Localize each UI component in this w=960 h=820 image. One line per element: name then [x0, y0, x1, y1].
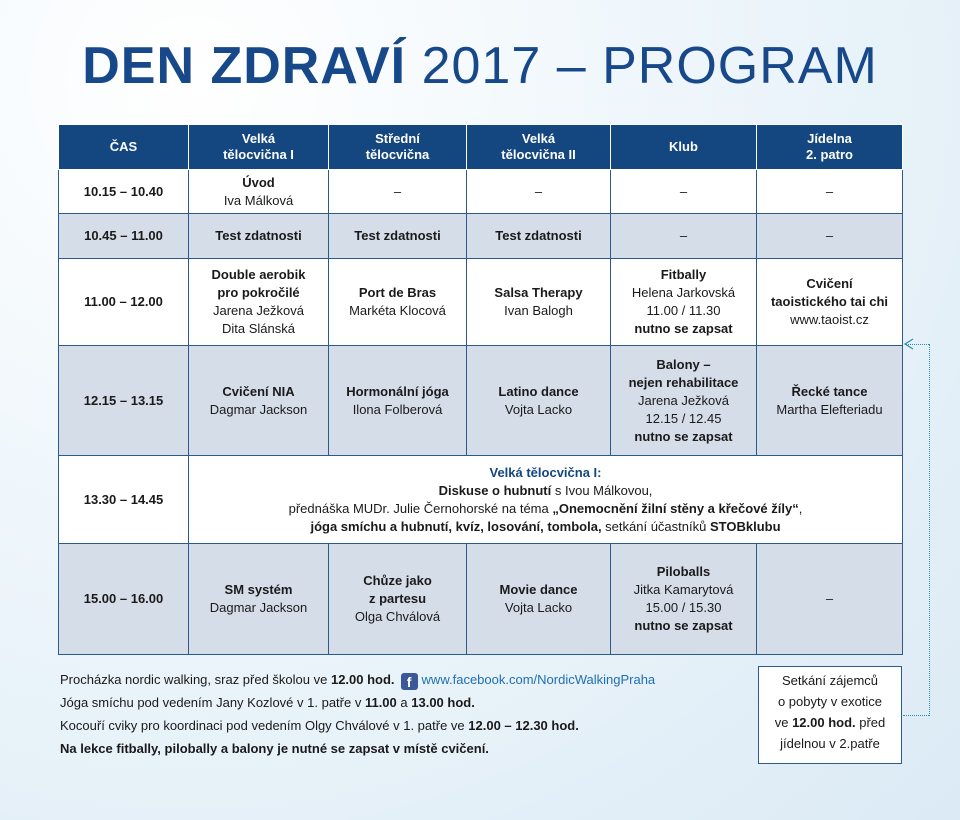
footer-line-registration: Na lekce fitbally, pilobally a balony je nutné se zapsat v místě cvičení. [60, 741, 489, 756]
session-cell: Test zdatnosti [329, 214, 467, 259]
session-cell: Movie dance Vojta Lacko [467, 544, 611, 655]
session-cell: Chůze jako z partesu Olga Chválová [329, 544, 467, 655]
taoist-url: www.taoist.cz [790, 312, 869, 327]
table-row [59, 170, 903, 214]
table-row [59, 259, 903, 346]
time-cell: 10.45 – 11.00 [59, 214, 189, 259]
footer-line-joga: Jóga smíchu pod vedením Jany Kozlové v 1. patře v 11.00 a 13.00 hod. [60, 695, 475, 710]
table-row [59, 544, 903, 655]
connector-line-vertical [929, 344, 930, 716]
empty-cell: – [329, 170, 467, 214]
empty-cell: – [467, 170, 611, 214]
title-bold: DEN ZDRAVÍ [82, 37, 407, 95]
session-cell: Piloballs Jitka Kamarytová 15.00 / 15.30 nutno se zapsat [611, 544, 757, 655]
session-cell: Latino dance Vojta Lacko [467, 346, 611, 456]
time-cell: 15.00 – 16.00 [59, 544, 189, 655]
facebook-link[interactable]: www.facebook.com/NordicWalkingPraha [421, 672, 656, 687]
time-cell: 13.30 – 14.45 [59, 456, 189, 544]
table-row [59, 346, 903, 456]
session-cell: SM systém Dagmar Jackson [189, 544, 329, 655]
session-cell: Řecké tance Martha Elefteriadu [757, 346, 903, 456]
session-cell: Double aerobik pro pokročilé Jarena Ježková Dita Slánská [189, 259, 329, 346]
empty-cell: – [757, 170, 903, 214]
session-cell: Test zdatnosti [467, 214, 611, 259]
session-cell: Fitbally Helena Jarkovská 11.00 / 11.30 nutno se zapsat [611, 259, 757, 346]
header-jidelna: Jídelna 2. patro [757, 125, 903, 170]
title-light: 2017 – PROGRAM [421, 37, 878, 95]
header-velka-telocvicna-2: Velká tělocvična II [467, 125, 611, 170]
time-cell: 12.15 – 13.15 [59, 346, 189, 456]
empty-cell: – [611, 170, 757, 214]
merged-session-cell: Velká tělocvična I: Diskuse o hubnutí s Ivou Málkovou, přednáška MUDr. Julie Černohorské na téma „Onemocnění žilní stěny a křečové žíly“, jóga smíchu a hubnutí, kvíz, losování, tombola, setkání účastníků STOBklubu [189, 456, 903, 544]
empty-cell: – [757, 214, 903, 259]
facebook-icon: f [401, 673, 418, 690]
session-cell: Úvod Iva Málková [189, 170, 329, 214]
time-cell: 10.15 – 10.40 [59, 170, 189, 214]
empty-cell: – [611, 214, 757, 259]
footer-notes [60, 668, 760, 760]
exotic-info-box: Setkání zájemců o pobyty v exotice ve 12.00 hod. před jídelnou v 2.patře [758, 666, 902, 764]
footer-line-nordic: Procházka nordic walking, sraz před školou ve 12.00 hod. f www.facebook.com/NordicWalkingPraha [60, 672, 656, 690]
session-cell: Cvičení taoistického tai chi www.taoist.cz [757, 259, 903, 346]
header-velka-telocvicna-1: Velká tělocvična I [189, 125, 329, 170]
session-cell: Port de Bras Markéta Klocová [329, 259, 467, 346]
table-row [59, 456, 903, 544]
arrow-left-icon [902, 337, 916, 351]
table-row [59, 214, 903, 259]
session-cell: Test zdatnosti [189, 214, 329, 259]
empty-cell: – [757, 544, 903, 655]
footer-line-kocouri: Kocouří cviky pro koordinaci pod vedením Olgy Chválové v 1. patře ve 12.00 – 12.30 hod. [60, 718, 579, 733]
connector-line-bottom [903, 715, 929, 716]
venue-heading: Velká tělocvična I: [489, 464, 602, 480]
program-table [58, 124, 903, 655]
page-title [0, 36, 960, 96]
time-cell: 11.00 – 12.00 [59, 259, 189, 346]
header-klub: Klub [611, 125, 757, 170]
table-header-row [59, 125, 903, 170]
session-cell: Balony – nejen rehabilitace Jarena Ježková 12.15 / 12.45 nutno se zapsat [611, 346, 757, 456]
header-stredni-telocvicna: Střední tělocvična [329, 125, 467, 170]
header-cas: ČAS [59, 125, 189, 170]
session-cell: Cvičení NIA Dagmar Jackson [189, 346, 329, 456]
session-cell: Salsa Therapy Ivan Balogh [467, 259, 611, 346]
session-cell: Hormonální jóga Ilona Folberová [329, 346, 467, 456]
